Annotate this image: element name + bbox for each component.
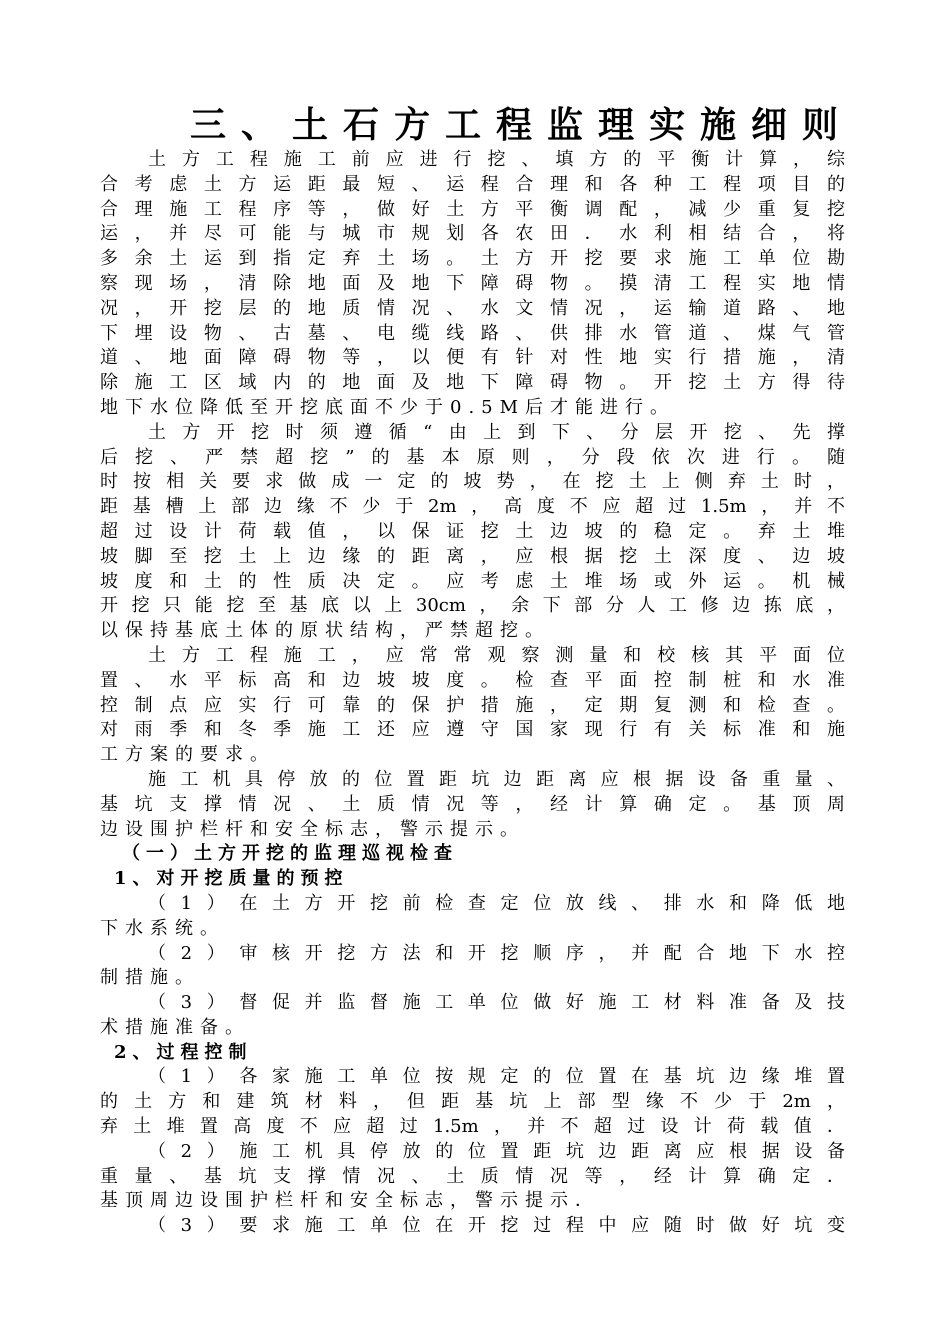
text-line: 况，开挖层的地质情况、水文情况，运输道路、地 [100, 297, 845, 319]
text-line: 运，并尽可能与城市规划各农田．水利相结合，将 [100, 223, 845, 245]
text-line: 多余土运到指定弃土场。土方开挖要求施工单位勘 [100, 248, 845, 270]
text-line: 坡度和土的性质决定。应考虑土堆场或外运。机械 [100, 570, 845, 592]
text-line: 制措施。 [100, 967, 200, 989]
text-line: （3）督促并监督施工单位做好施工材料准备及技 [148, 992, 845, 1014]
text-line: 后挖、严禁超挖”的基本原则，分段依次进行。随 [100, 446, 845, 468]
text-line: 合考虑土方运距最短、运程合理和各种工程项目的 [100, 173, 845, 195]
text-line: 术措施准备。 [100, 1016, 250, 1038]
page-title: 三、土石方工程监理实施细则 [190, 104, 854, 146]
text-line: 合理施工程序等，做好土方平衡调配，减少重复挖 [100, 198, 845, 220]
text-line: 超过设计荷载值，以保证挖土边坡的稳定。弃土堆 [100, 520, 845, 542]
text-line: （2）施工机具停放的位置距坑边距离应根据设备 [148, 1140, 845, 1162]
text-line: 距基槽上部边缘不少于2m，高度不应超过1.5m，并不 [100, 496, 845, 518]
text-line: 下水系统。 [100, 917, 225, 939]
text-line: 弃土堆置高度不应超过1.5m，并不超过设计荷载值． [100, 1116, 845, 1138]
text-line: 下埋设物、古墓、电缆线路、供排水管道、煤气管 [100, 322, 845, 344]
text-line: 察现场，清除地面及地下障碍物。摸清工程实地情 [100, 272, 845, 294]
text-line: 对雨季和冬季施工还应遵守国家现行有关标准和施 [100, 719, 845, 741]
text-line: 开挖只能挖至基底以上30cm，余下部分人工修边拣底， [100, 595, 845, 617]
body-text [100, 148, 845, 1239]
text-line: 控制点应实行可靠的保护措施，定期复测和检查。 [100, 694, 845, 716]
section-heading: 2、过程控制 [114, 1041, 253, 1063]
text-line: 以保持基底土体的原状结构，严禁超挖。 [100, 620, 550, 642]
section-heading: 1、对开挖质量的预控 [114, 868, 349, 890]
text-line: 土方工程施工前应进行挖、填方的平衡计算，综 [148, 149, 845, 170]
text-line: 土方工程施工，应常常观察测量和校核其平面位 [148, 644, 845, 666]
text-line: 工方案的要求。 [100, 744, 275, 766]
text-line: 坡脚至挖土上边缘的距离，应根据挖土深度、边坡 [100, 545, 845, 567]
text-line: 道、地面障碍物等，以便有针对性地实行措施，清 [100, 347, 845, 369]
text-line: 地下水位降低至开挖底面不少于0.5M后才能进行。 [100, 396, 676, 418]
text-line: 边设围护栏杆和安全标志，警示提示。 [100, 818, 525, 840]
text-line: 土方开挖时须遵循“由上到下、分层开挖、先撑 [148, 421, 845, 443]
text-line: 的土方和建筑材料，但距基坑上部型缘不少于2m， [100, 1091, 845, 1113]
text-line: （2）审核开挖方法和开挖顺序，并配合地下水控 [148, 942, 845, 964]
section-heading: （一）土方开挖的监理巡视检查 [122, 843, 458, 865]
text-line: （1）各家施工单位按规定的位置在基坑边缘堆置 [148, 1066, 845, 1088]
text-line: （3）要求施工单位在开挖过程中应随时做好坑变 [148, 1215, 845, 1237]
text-line: 施工机具停放的位置距坑边距离应根据设备重量、 [148, 768, 845, 790]
text-line: 时按相关要求做成一定的坡势，在挖土上侧弃土时， [100, 471, 845, 493]
text-line: 置、水平标高和边坡坡度。检查平面控制桩和水准 [100, 669, 845, 691]
text-line: 基顶周边设围护栏杆和安全标志，警示提示． [100, 1190, 600, 1212]
text-line: 基坑支撑情况、土质情况等，经计算确定。基顶周 [100, 793, 845, 815]
text-line: （1）在土方开挖前检查定位放线、排水和降低地 [148, 892, 845, 914]
text-line: 除施工区域内的地面及地下障碍物。开挖土方得待 [100, 372, 845, 394]
text-line: 重量、基坑支撑情况、土质情况等，经计算确定． [100, 1165, 845, 1187]
